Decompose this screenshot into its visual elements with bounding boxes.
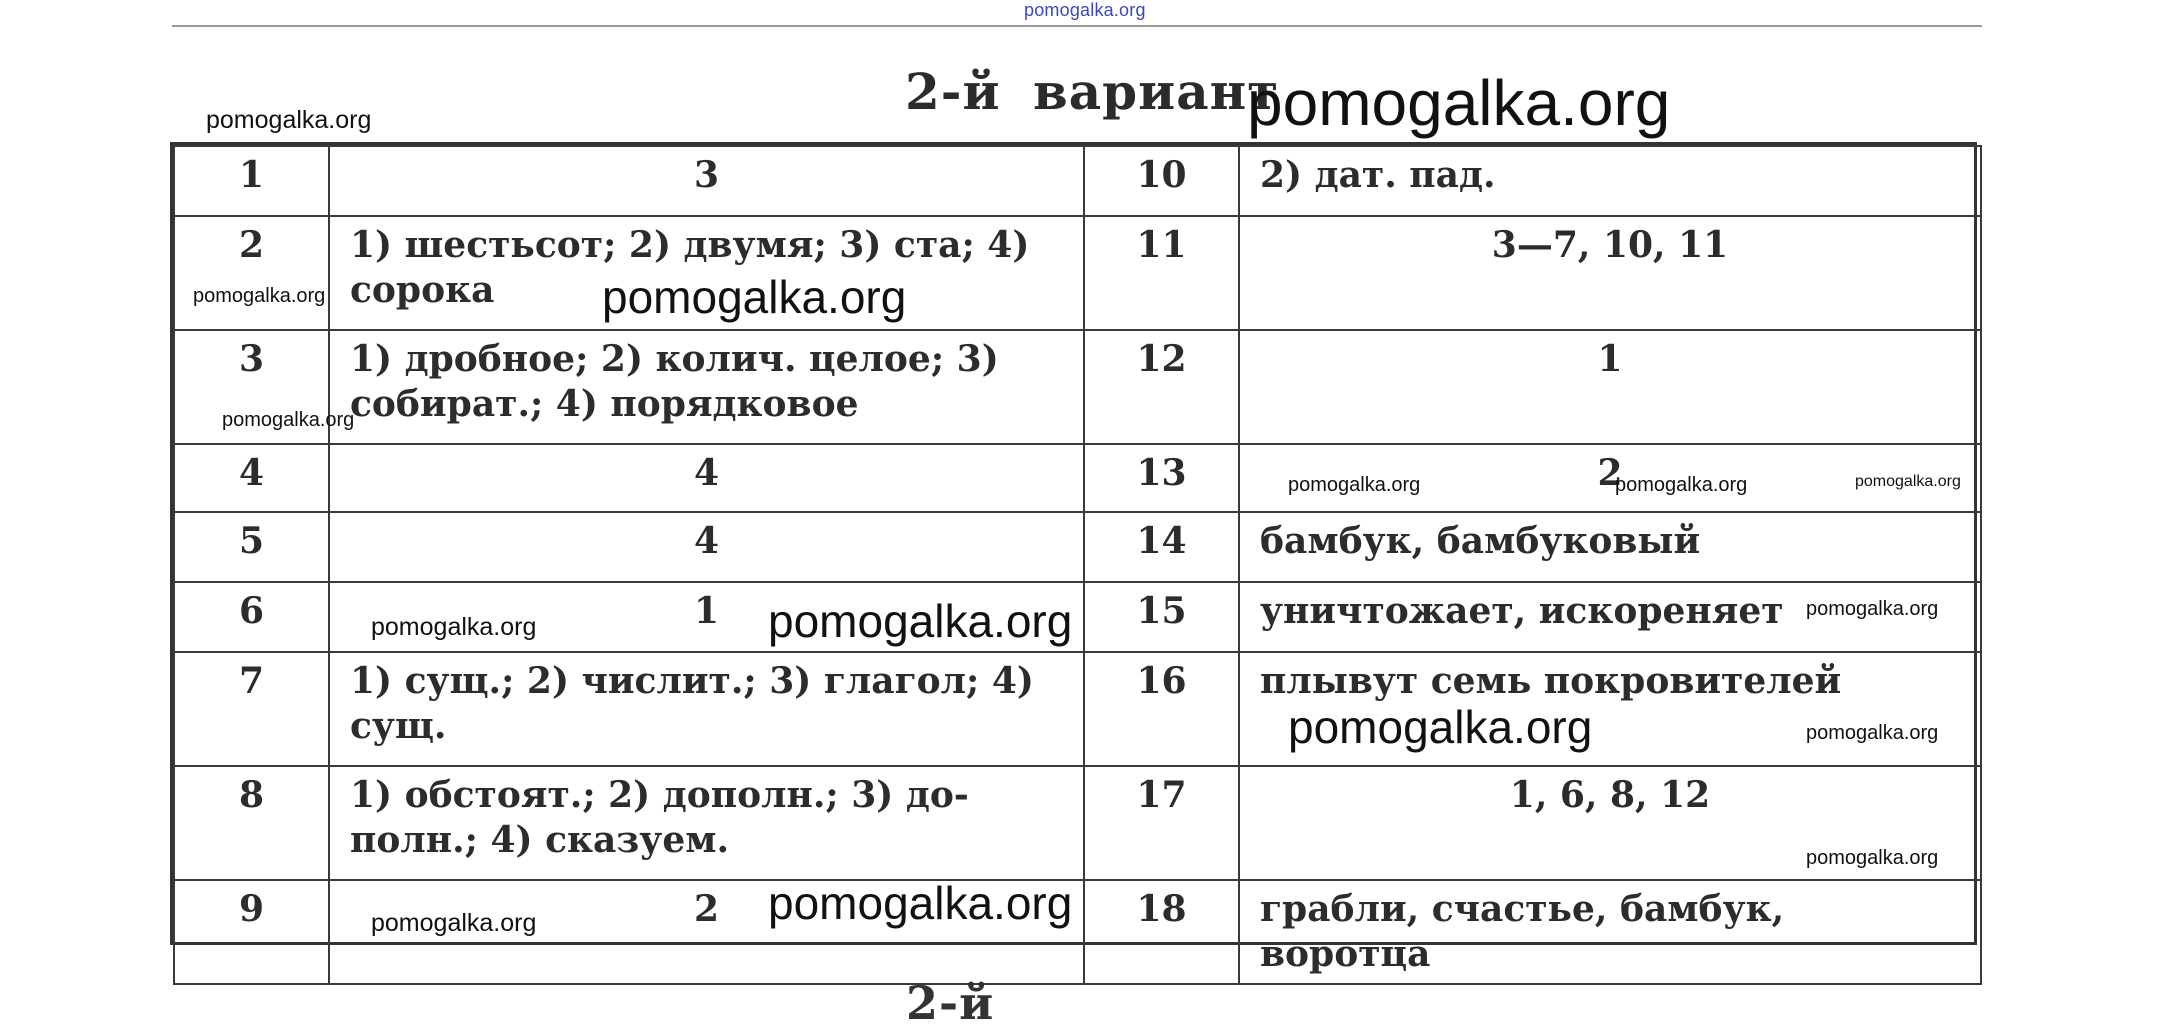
table-row (174, 652, 1981, 766)
watermark: pomogalka.org (1288, 701, 1593, 753)
answer-cell: уничтожает, искореняет (1239, 582, 1981, 652)
table-row (174, 146, 1981, 216)
answer-cell: 1) шестьсот; 2) двумя; 3) ста; 4) сорока (329, 216, 1084, 330)
top-rule (172, 25, 1982, 27)
answer-cell: 1, 6, 8, 12 (1239, 766, 1981, 880)
question-number: 3 (174, 330, 329, 444)
answer-cell: 4 (329, 512, 1084, 582)
question-number: 2 (174, 216, 329, 330)
table-row (174, 512, 1981, 582)
watermark: pomogalka.org (1288, 474, 1421, 496)
watermark: pomogalka.org (222, 409, 355, 431)
table-row (174, 216, 1981, 330)
question-number: 8 (174, 766, 329, 880)
question-number: 17 (1084, 766, 1239, 880)
watermark: pomogalka.org (1855, 473, 1961, 490)
answer-cell: плывут семь покровителей (1239, 652, 1981, 766)
watermark: pomogalka.org (1806, 847, 1939, 869)
question-number: 15 (1084, 582, 1239, 652)
watermark: pomogalka.org (602, 271, 907, 323)
answer-cell: 1) сущ.; 2) числит.; 3) глагол; 4) сущ. (329, 652, 1084, 766)
table-row (174, 766, 1981, 880)
question-number: 6 (174, 582, 329, 652)
question-number: 14 (1084, 512, 1239, 582)
watermark: pomogalka.org (1247, 67, 1671, 139)
answer-cell: 1 (329, 582, 1084, 652)
question-number: 13 (1084, 444, 1239, 512)
watermark: pomogalka.org (768, 595, 1073, 647)
watermark: pomogalka.org (1615, 474, 1748, 496)
next-variant-fragment: 2-й (906, 976, 995, 1030)
watermark: pomogalka.org (193, 285, 326, 307)
watermark: pomogalka.org (1806, 722, 1939, 744)
watermark: pomogalka.org (768, 877, 1073, 929)
answer-cell: грабли, счастье, бамбук, воротца (1239, 880, 1981, 984)
question-number: 5 (174, 512, 329, 582)
variant-title: 2-й вариант (905, 62, 1280, 121)
watermark: pomogalka.org (371, 613, 537, 641)
answer-cell: 2) дат. пад. (1239, 146, 1981, 216)
answer-cell: 3 (329, 146, 1084, 216)
top-site-link[interactable]: pomogalka.org (1024, 0, 1146, 20)
question-number: 10 (1084, 146, 1239, 216)
question-number: 11 (1084, 216, 1239, 330)
answer-cell: 2 (1239, 444, 1981, 512)
table-row (174, 330, 1981, 444)
answer-cell: 2 (329, 880, 1084, 984)
answer-cell: 1) дробное; 2) колич. целое; 3) собират.; 4) порядковое (329, 330, 1084, 444)
answer-cell: 1 (1239, 330, 1981, 444)
answers-table (170, 142, 1977, 975)
question-number: 7 (174, 652, 329, 766)
answer-cell: 4 (329, 444, 1084, 512)
watermark: pomogalka.org (1806, 598, 1939, 620)
question-number: 16 (1084, 652, 1239, 766)
question-number: 9 (174, 880, 329, 984)
answer-cell: 1) обстоят.; 2) дополн.; 3) до-полн.; 4) сказуем. (329, 766, 1084, 880)
watermark: pomogalka.org (371, 909, 537, 937)
answer-cell: 3—7, 10, 11 (1239, 216, 1981, 330)
question-number: 18 (1084, 880, 1239, 984)
question-number: 12 (1084, 330, 1239, 444)
question-number: 1 (174, 146, 329, 216)
watermark: pomogalka.org (206, 106, 372, 134)
answer-cell: бамбук, бамбуковый (1239, 512, 1981, 582)
question-number: 4 (174, 444, 329, 512)
